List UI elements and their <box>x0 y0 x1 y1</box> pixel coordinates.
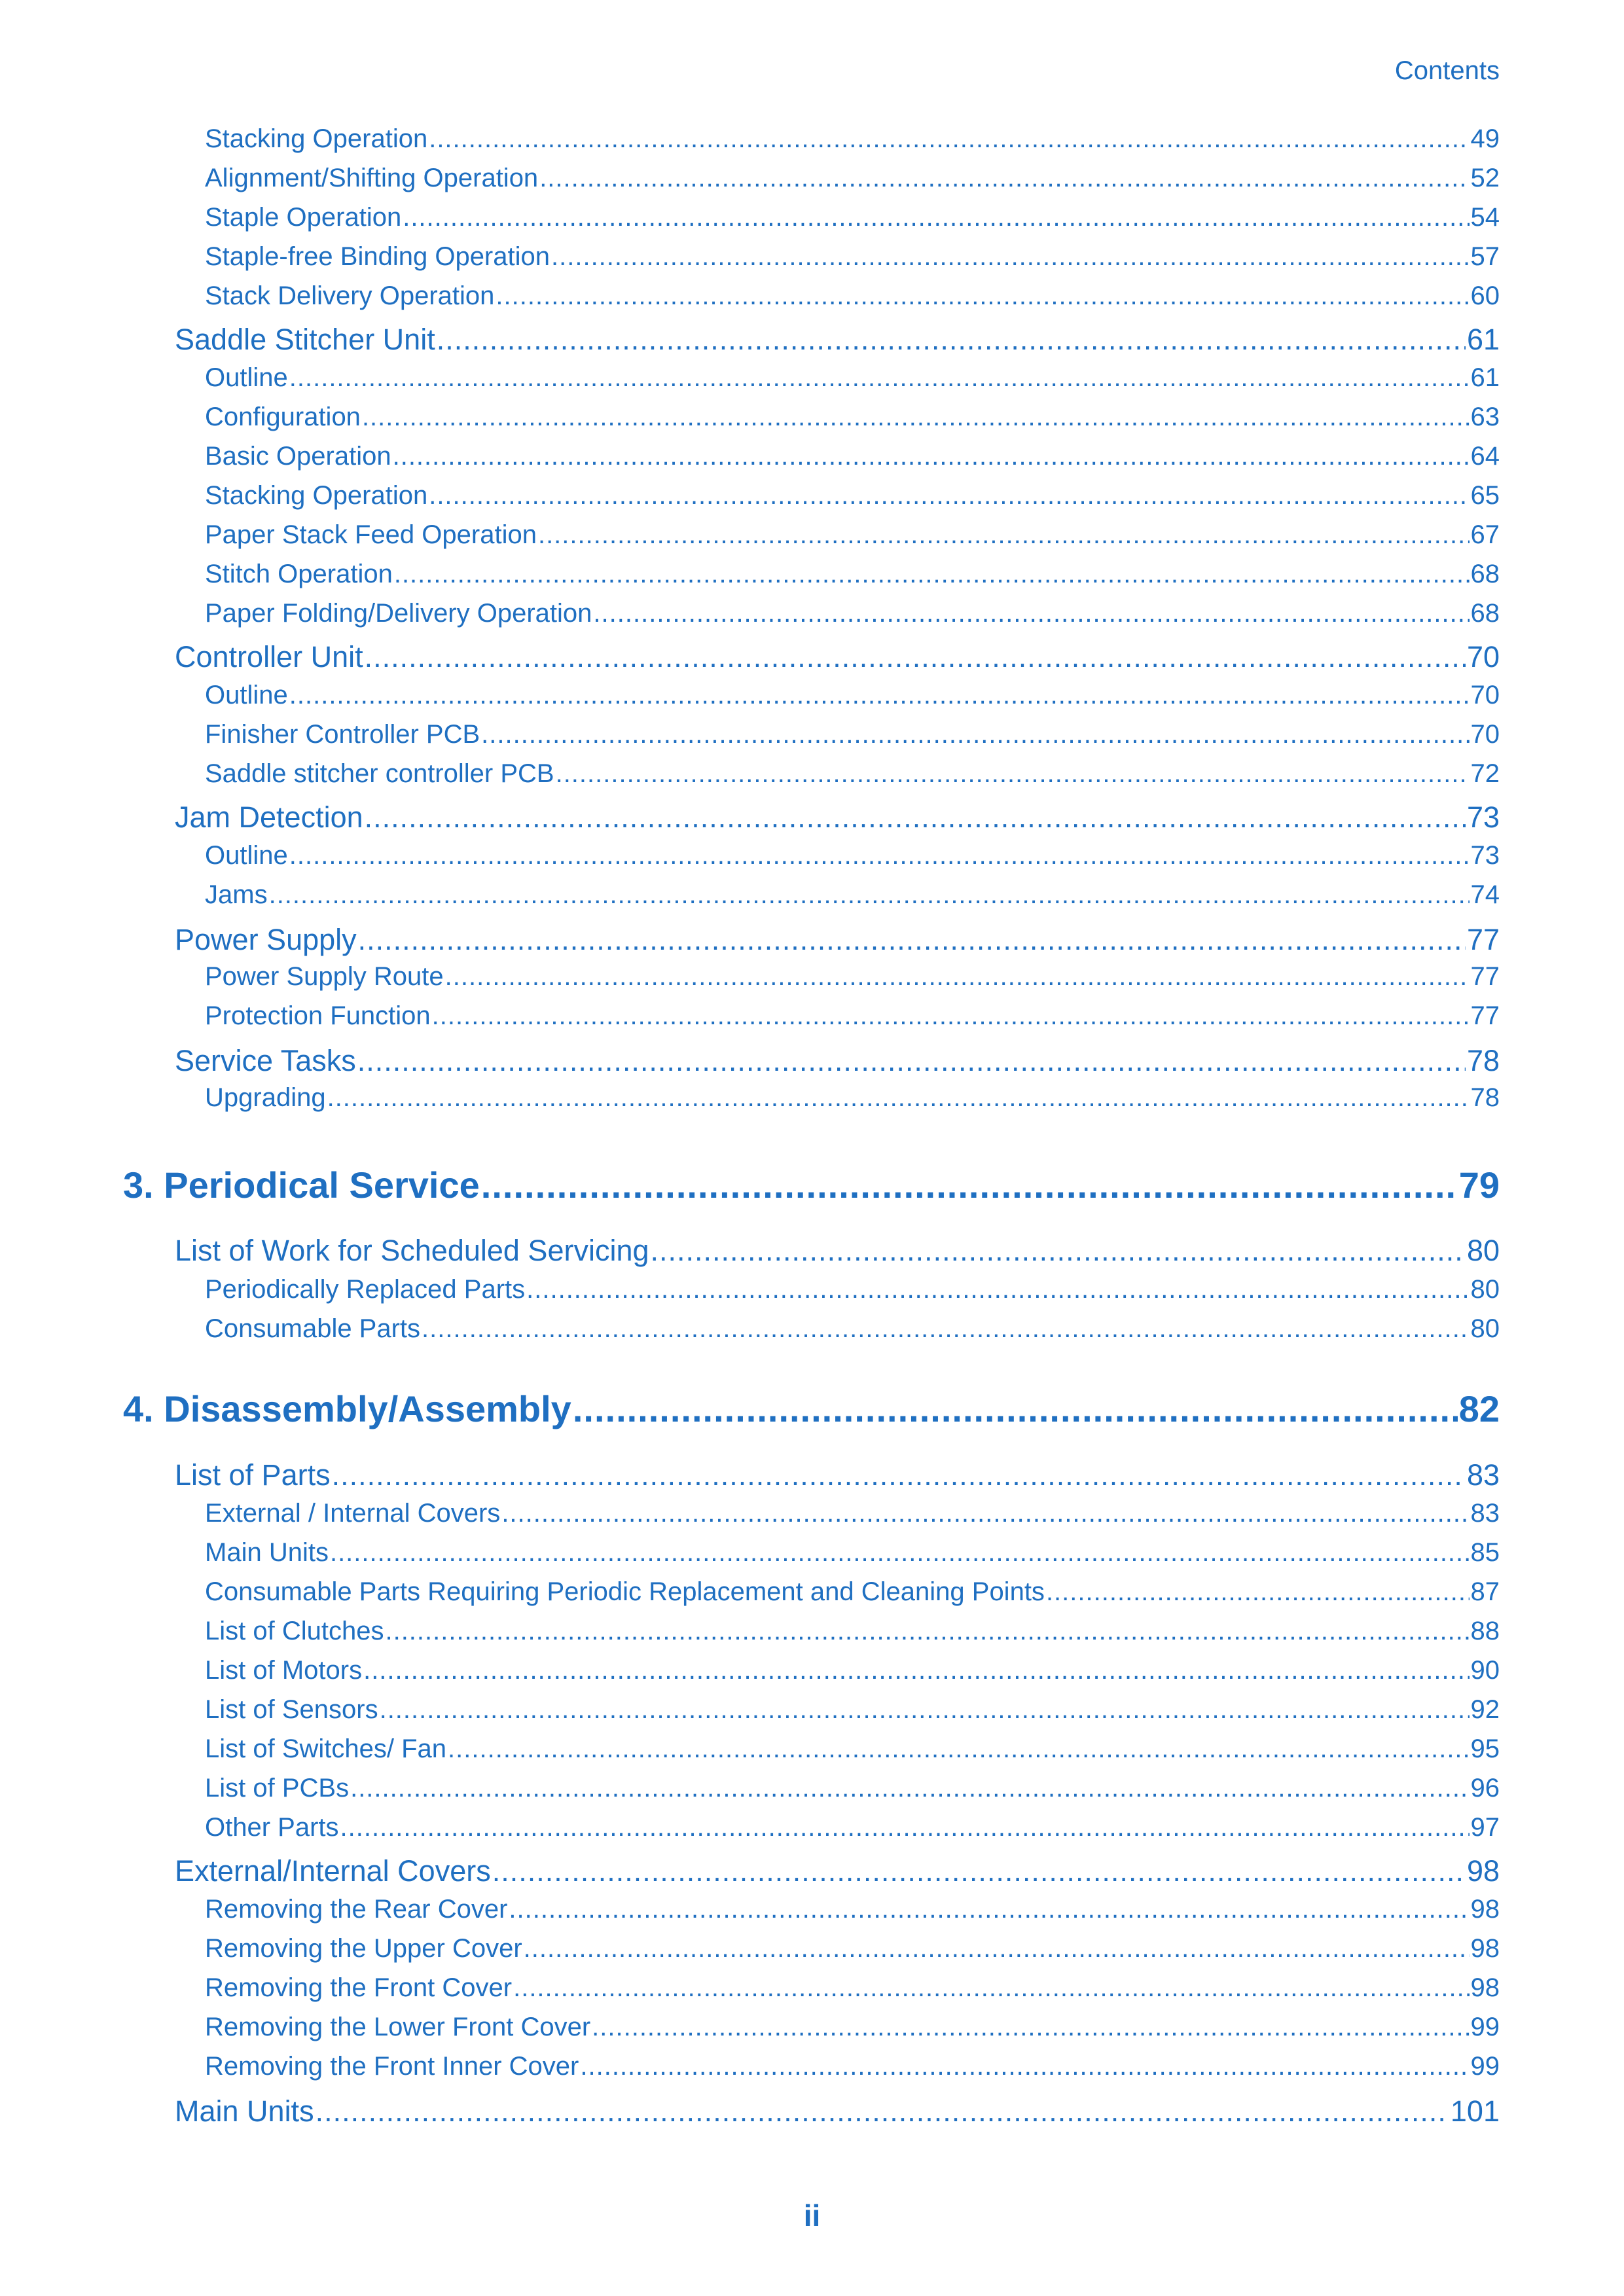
toc-entry-level-3[interactable] <box>205 442 1500 475</box>
toc-entry-level-3[interactable] <box>205 363 1500 396</box>
toc-entry-level-3[interactable] <box>205 1577 1500 1610</box>
toc-entry-title[interactable]: Upgrading <box>205 1083 326 1112</box>
toc-entry-page-number[interactable]: 54 <box>1470 203 1500 232</box>
toc-dot-leader <box>445 962 1470 992</box>
toc-entry-level-3[interactable] <box>205 759 1500 792</box>
toc-dot-leader <box>448 1734 1469 1764</box>
toc-entry-level-3[interactable] <box>205 1973 1500 2006</box>
toc-entry-title[interactable]: Removing the Lower Front Cover <box>205 2013 591 2041</box>
toc-entry-title[interactable]: Saddle stitcher controller PCB <box>205 759 554 788</box>
toc-entry-level-3[interactable] <box>205 962 1500 995</box>
toc-dot-leader <box>327 1083 1470 1113</box>
toc-entry-level-3[interactable] <box>205 880 1500 913</box>
toc-entry-level-3[interactable] <box>205 2013 1500 2045</box>
toc-entry-title[interactable]: Stack Delivery Operation <box>205 281 495 310</box>
toc-dot-leader <box>501 1499 1469 1528</box>
toc-entry-title[interactable]: 3. Periodical Service <box>123 1164 480 1206</box>
toc-entry-title[interactable]: Controller Unit <box>175 640 363 673</box>
toc-dot-leader <box>538 520 1470 550</box>
toc-entry-level-3[interactable] <box>205 1538 1500 1571</box>
toc-entry-level-3[interactable] <box>205 841 1500 874</box>
toc-dot-leader <box>651 1234 1466 1268</box>
toc-entry-title[interactable]: External/Internal Covers <box>175 1854 491 1888</box>
toc-entry-page-number[interactable]: 101 <box>1450 2094 1500 2128</box>
toc-entry-title[interactable]: Alignment/Shifting Operation <box>205 164 539 192</box>
toc-entry-page-number[interactable]: 73 <box>1470 841 1500 870</box>
toc-entry-page-number[interactable]: 80 <box>1470 1314 1500 1343</box>
toc-entry-page-number[interactable]: 52 <box>1470 164 1500 192</box>
toc-entry-page-number[interactable]: 80 <box>1466 1234 1500 1267</box>
toc-entry-level-2[interactable] <box>175 1044 1500 1081</box>
toc-entry-page-number[interactable]: 88 <box>1470 1617 1500 1645</box>
toc-entry-title[interactable]: Consumable Parts Requiring Periodic Replacement and Cleaning Points <box>205 1577 1045 1606</box>
toc-entry-title[interactable]: Staple Operation <box>205 203 402 232</box>
toc-entry-page-number[interactable]: 74 <box>1470 880 1500 909</box>
toc-dot-leader <box>1046 1577 1470 1607</box>
toc-dot-leader <box>340 1813 1470 1842</box>
toc-entry-page-number[interactable]: 83 <box>1470 1499 1500 1528</box>
toc-entry-page-number[interactable]: 98 <box>1470 1973 1500 2002</box>
toc-dot-leader <box>524 1934 1470 1964</box>
toc-entry-page-number[interactable]: 67 <box>1470 520 1500 549</box>
toc-entry-page-number[interactable]: 65 <box>1470 481 1500 510</box>
toc-entry-page-number[interactable]: 92 <box>1470 1695 1500 1724</box>
toc-entry-title[interactable]: List of Work for Scheduled Servicing <box>175 1234 649 1267</box>
toc-entry-title[interactable]: Stacking Operation <box>205 124 428 153</box>
toc-entry-page-number[interactable]: 72 <box>1470 759 1500 788</box>
toc-entry-level-3[interactable] <box>205 1001 1500 1034</box>
toc-entry-title[interactable]: List of Switches/ Fan <box>205 1734 447 1763</box>
toc-entry-title[interactable]: Power Supply <box>175 923 357 956</box>
toc-dot-leader <box>380 1695 1470 1725</box>
toc-entry-title[interactable]: Removing the Front Cover <box>205 1973 513 2002</box>
toc-entry-title[interactable]: Protection Function <box>205 1001 431 1030</box>
toc-entry-title[interactable]: External / Internal Covers <box>205 1499 501 1528</box>
toc-entry-level-3[interactable] <box>205 1314 1500 1347</box>
toc-entry-page-number[interactable]: 49 <box>1470 124 1500 153</box>
toc-dot-leader <box>573 1388 1458 1430</box>
toc-entry-title[interactable]: Stacking Operation <box>205 481 428 510</box>
toc-entry-page-number[interactable]: 83 <box>1466 1458 1500 1492</box>
toc-entry-title[interactable]: Outline <box>205 363 288 392</box>
toc-dot-leader <box>289 841 1470 870</box>
toc-dot-leader <box>358 923 1466 957</box>
toc-dot-leader <box>393 442 1470 471</box>
toc-entry-page-number[interactable]: 73 <box>1466 800 1500 834</box>
toc-dot-leader <box>551 242 1470 272</box>
toc-entry-title[interactable]: Finisher Controller PCB <box>205 720 480 749</box>
toc-entry-title[interactable]: Removing the Rear Cover <box>205 1895 508 1924</box>
toc-entry-page-number[interactable]: 68 <box>1470 599 1500 628</box>
toc-entry-level-3[interactable] <box>205 1895 1500 1928</box>
toc-entry-page-number[interactable]: 70 <box>1470 681 1500 709</box>
toc-dot-leader <box>496 281 1469 311</box>
toc-entry-level-3[interactable] <box>205 481 1500 514</box>
toc-entry-page-number[interactable]: 90 <box>1470 1656 1500 1685</box>
toc-entry-level-3[interactable] <box>205 1695 1500 1728</box>
toc-entry-page-number[interactable]: 68 <box>1470 560 1500 588</box>
toc-dot-leader <box>556 759 1470 789</box>
toc-entry-title[interactable]: List of PCBs <box>205 1774 350 1803</box>
toc-entry-page-number[interactable]: 77 <box>1470 962 1500 991</box>
toc-entry-level-1[interactable] <box>123 1164 1500 1210</box>
toc-entry-title[interactable]: Periodically Replaced Parts <box>205 1275 526 1304</box>
toc-entry-level-3[interactable] <box>205 1734 1500 1767</box>
toc-entry-page-number[interactable]: 78 <box>1470 1083 1500 1112</box>
toc-entry-level-3[interactable] <box>205 681 1500 713</box>
toc-entry-level-2[interactable] <box>175 640 1500 677</box>
toc-dot-leader <box>481 1164 1458 1206</box>
toc-dot-leader <box>429 124 1469 154</box>
toc-entry-title[interactable]: Stitch Operation <box>205 560 393 588</box>
toc-entry-page-number[interactable]: 64 <box>1470 442 1500 471</box>
toc-entry-level-2[interactable] <box>175 2094 1500 2131</box>
toc-dot-leader <box>580 2052 1469 2081</box>
toc-entry-title[interactable]: Paper Folding/Delivery Operation <box>205 599 592 628</box>
toc-entry-level-3[interactable] <box>205 1083 1500 1116</box>
toc-entry-page-number[interactable]: 77 <box>1466 923 1500 956</box>
toc-entry-page-number[interactable]: 97 <box>1470 1813 1500 1842</box>
toc-entry-title[interactable]: Jams <box>205 880 268 909</box>
toc-entry-title[interactable]: Jam Detection <box>175 800 363 834</box>
toc-dot-leader <box>357 1044 1466 1078</box>
toc-entry-title[interactable]: Consumable Parts <box>205 1314 421 1343</box>
toc-entry-page-number[interactable]: 61 <box>1470 363 1500 392</box>
toc-dot-leader <box>593 599 1469 628</box>
toc-entry-level-3[interactable] <box>205 2052 1500 2085</box>
toc-dot-leader <box>394 560 1470 589</box>
toc-entry-level-2[interactable] <box>175 1458 1500 1495</box>
toc-entry-title[interactable]: Removing the Front Inner Cover <box>205 2052 579 2081</box>
toc-dot-leader <box>362 403 1470 432</box>
toc-dot-leader <box>432 1001 1470 1031</box>
toc-entry-title[interactable]: List of Clutches <box>205 1617 384 1645</box>
toc-entry-level-3[interactable] <box>205 124 1500 157</box>
toc-dot-leader <box>365 800 1466 834</box>
toc-entry-page-number[interactable]: 87 <box>1470 1577 1500 1606</box>
toc-entry-page-number[interactable]: 77 <box>1470 1001 1500 1030</box>
toc-entry-title[interactable]: List of Sensors <box>205 1695 378 1724</box>
toc-dot-leader <box>316 2094 1449 2128</box>
toc-dot-leader <box>429 481 1469 511</box>
toc-dot-leader <box>539 164 1469 193</box>
toc-dot-leader <box>330 1538 1470 1568</box>
toc-dot-leader <box>422 1314 1469 1344</box>
toc-dot-leader <box>513 1973 1469 2003</box>
toc-dot-leader <box>289 681 1470 710</box>
toc-dot-leader <box>365 640 1466 674</box>
toc-entry-level-3[interactable] <box>205 242 1500 275</box>
toc-dot-leader <box>437 323 1466 357</box>
toc-entry-page-number[interactable]: 82 <box>1458 1388 1500 1429</box>
toc-entry-level-3[interactable] <box>205 1617 1500 1649</box>
toc-dot-leader <box>403 203 1469 232</box>
toc-dot-leader <box>592 2013 1469 2042</box>
toc-entry-page-number[interactable]: 70 <box>1470 720 1500 749</box>
toc-entry-page-number[interactable]: 95 <box>1470 1734 1500 1763</box>
toc-entry-level-3[interactable] <box>205 164 1500 196</box>
toc-dot-leader <box>526 1275 1469 1304</box>
toc-entry-page-number[interactable]: 60 <box>1470 281 1500 310</box>
toc-entry-level-3[interactable] <box>205 599 1500 632</box>
toc-entry-title[interactable]: Removing the Upper Cover <box>205 1934 522 1963</box>
toc-entry-page-number[interactable]: 85 <box>1470 1538 1500 1567</box>
toc-entry-title[interactable]: Power Supply Route <box>205 962 444 991</box>
toc-entry-level-3[interactable] <box>205 520 1500 553</box>
toc-entry-level-2[interactable] <box>175 1234 1500 1270</box>
toc-entry-level-3[interactable] <box>205 720 1500 753</box>
toc-entry-page-number[interactable]: 96 <box>1470 1774 1500 1803</box>
toc-entry-title[interactable]: Service Tasks <box>175 1044 356 1077</box>
toc-dot-leader <box>509 1895 1469 1924</box>
toc-entry-level-3[interactable] <box>205 281 1500 314</box>
toc-entry-title[interactable]: List of Motors <box>205 1656 363 1685</box>
toc-entry-page-number[interactable]: 98 <box>1470 1934 1500 1963</box>
toc-entry-page-number[interactable]: 63 <box>1470 403 1500 431</box>
toc-entry-level-2[interactable] <box>175 800 1500 837</box>
page-header-title: Contents <box>1394 56 1500 85</box>
toc-dot-leader <box>481 720 1469 749</box>
toc-entry-title[interactable]: Outline <box>205 841 288 870</box>
toc-entry-title[interactable]: Main Units <box>205 1538 329 1567</box>
toc-entry-level-3[interactable] <box>205 203 1500 236</box>
toc-entry-level-3[interactable] <box>205 1499 1500 1532</box>
toc-entry-title[interactable]: Paper Stack Feed Operation <box>205 520 537 549</box>
toc-entry-level-3[interactable] <box>205 403 1500 435</box>
toc-entry-page-number[interactable]: 70 <box>1466 640 1500 673</box>
toc-entry-level-2[interactable] <box>175 923 1500 960</box>
toc-entry-title[interactable]: Main Units <box>175 2094 314 2128</box>
page-number: ii <box>803 2198 821 2233</box>
toc-dot-leader <box>289 363 1470 393</box>
toc-entry-page-number[interactable]: 80 <box>1470 1275 1500 1304</box>
toc-entry-title[interactable]: Staple-free Binding Operation <box>205 242 550 271</box>
toc-entry-level-3[interactable] <box>205 1813 1500 1846</box>
toc-dot-leader <box>385 1617 1469 1646</box>
toc-entry-level-1[interactable] <box>123 1388 1500 1433</box>
toc-entry-page-number[interactable]: 78 <box>1466 1044 1500 1077</box>
toc-entry-page-number[interactable]: 99 <box>1470 2013 1500 2041</box>
toc-entry-title[interactable]: 4. Disassembly/Assembly <box>123 1388 571 1429</box>
toc-dot-leader <box>492 1854 1466 1888</box>
toc-entry-level-3[interactable] <box>205 1656 1500 1689</box>
toc-entry-level-2[interactable] <box>175 1854 1500 1891</box>
toc-entry-level-3[interactable] <box>205 560 1500 592</box>
toc-entry-level-3[interactable] <box>205 1934 1500 1967</box>
toc-entry-title[interactable]: Other Parts <box>205 1813 339 1842</box>
toc-entry-page-number[interactable]: 99 <box>1470 2052 1500 2081</box>
toc-entry-title[interactable]: Configuration <box>205 403 361 431</box>
toc-dot-leader <box>350 1774 1469 1803</box>
toc-entry-title[interactable]: Basic Operation <box>205 442 391 471</box>
toc-entry-page-number[interactable]: 98 <box>1466 1854 1500 1888</box>
toc-entry-title[interactable]: List of Parts <box>175 1458 331 1492</box>
toc-dot-leader <box>332 1458 1466 1492</box>
toc-dot-leader <box>269 880 1470 910</box>
toc-entry-level-2[interactable] <box>175 323 1500 359</box>
toc-entry-title[interactable]: Saddle Stitcher Unit <box>175 323 435 356</box>
toc-dot-leader <box>363 1656 1469 1685</box>
toc-entry-page-number[interactable]: 79 <box>1458 1164 1500 1206</box>
toc-entry-level-3[interactable] <box>205 1275 1500 1308</box>
toc-entry-level-3[interactable] <box>205 1774 1500 1806</box>
toc-entry-title[interactable]: Outline <box>205 681 288 709</box>
toc-entry-page-number[interactable]: 61 <box>1466 323 1500 356</box>
toc-entry-page-number[interactable]: 98 <box>1470 1895 1500 1924</box>
toc-entry-page-number[interactable]: 57 <box>1470 242 1500 271</box>
